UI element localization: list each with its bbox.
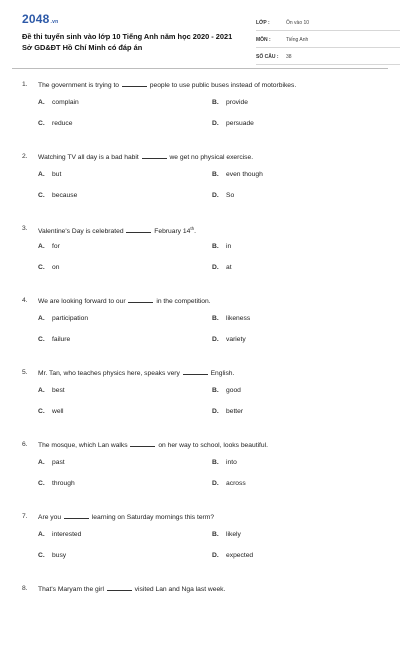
option-text: persuade — [226, 120, 254, 127]
stem-superscript: th — [190, 226, 195, 231]
option-text: better — [226, 408, 244, 415]
question-number: 4. — [22, 297, 28, 304]
option-letter: D. — [212, 480, 219, 487]
option-letter: C. — [38, 192, 45, 199]
answer-blank — [126, 225, 151, 233]
question-item — [22, 583, 378, 655]
option-letter: B. — [212, 387, 219, 394]
answer-option[interactable] — [38, 385, 212, 397]
answer-options — [38, 457, 378, 490]
question-stem — [22, 79, 378, 91]
question-item — [22, 511, 378, 583]
option-letter: A. — [38, 531, 45, 538]
answer-option[interactable] — [212, 406, 372, 418]
option-text: variety — [226, 336, 246, 343]
question-stem — [22, 223, 378, 235]
stem-after: visited Lan and Nga last week. — [134, 586, 226, 593]
option-text: interested — [52, 531, 82, 538]
option-text: through — [52, 480, 75, 487]
stem-before: Mr. Tan, who teaches physics here, speaks very — [38, 370, 180, 377]
option-text: on — [52, 264, 60, 271]
option-letter: C. — [38, 552, 45, 559]
site-logo[interactable] — [22, 12, 58, 26]
stem-after: people to use public buses instead of motorbikes. — [149, 82, 297, 89]
answer-option[interactable] — [212, 478, 372, 490]
header-divider — [12, 68, 388, 69]
option-text: past — [52, 459, 65, 466]
option-text: best — [52, 387, 65, 394]
option-letter: B. — [212, 315, 219, 322]
option-letter: B. — [212, 459, 219, 466]
option-letter: D. — [212, 408, 219, 415]
answer-blank — [107, 583, 132, 591]
option-letter: B. — [212, 243, 219, 250]
question-number: 8. — [22, 585, 28, 592]
answer-option[interactable] — [38, 457, 212, 469]
answer-blank — [142, 151, 167, 159]
question-number: 1. — [22, 81, 28, 88]
answer-options — [38, 529, 378, 562]
stem-before: The mosque, which Lan walks — [38, 442, 128, 449]
question-number: 2. — [22, 153, 28, 160]
question-item — [22, 439, 378, 511]
answer-option[interactable] — [212, 241, 372, 253]
answer-option[interactable] — [38, 478, 212, 490]
option-text: failure — [52, 336, 71, 343]
answer-option[interactable] — [38, 97, 212, 109]
answer-option[interactable] — [38, 262, 212, 274]
answer-options — [38, 241, 378, 274]
answer-option[interactable] — [212, 262, 372, 274]
answer-option[interactable] — [38, 118, 212, 130]
question-number: 7. — [22, 513, 28, 520]
answer-option[interactable] — [212, 385, 372, 397]
option-letter: B. — [212, 531, 219, 538]
option-text: but — [52, 171, 62, 178]
answer-option[interactable] — [212, 529, 372, 541]
answer-blank — [130, 439, 155, 447]
option-text: likely — [226, 531, 241, 538]
option-letter: D. — [212, 552, 219, 559]
option-text: even though — [226, 171, 263, 178]
question-item — [22, 367, 378, 439]
answer-option[interactable] — [38, 529, 212, 541]
question-stem — [22, 511, 378, 523]
stem-end: . — [194, 228, 196, 236]
question-text — [38, 439, 378, 451]
option-letter: B. — [212, 171, 219, 178]
meta-row — [256, 16, 400, 31]
option-text: in — [226, 243, 232, 250]
option-text: So — [226, 192, 235, 199]
meta-row — [256, 50, 400, 65]
meta-value: Ôn vào 10 — [286, 20, 310, 26]
meta-value: 38 — [286, 54, 292, 60]
answer-option[interactable] — [212, 169, 372, 181]
question-text — [38, 79, 378, 91]
question-text — [38, 151, 378, 163]
option-letter: D. — [212, 336, 219, 343]
answer-option[interactable] — [212, 118, 372, 130]
option-letter: B. — [212, 99, 219, 106]
question-number: 6. — [22, 441, 28, 448]
logo-suffix: .vn — [50, 19, 59, 25]
option-text: participation — [52, 315, 89, 322]
page-title: Đề thi tuyển sinh vào lớp 10 Tiếng Anh năm học 2020 - 2021 Sở GD&ĐT Hồ Chí Minh có đáp án — [22, 32, 233, 52]
option-text: provide — [226, 99, 248, 106]
stem-after: on her way to school, looks beautiful. — [158, 442, 268, 449]
stem-after: learning on Saturday mornings this term? — [91, 514, 215, 521]
stem-before: The government is trying to — [38, 82, 120, 89]
option-letter: C. — [38, 264, 45, 271]
answer-options — [38, 313, 378, 346]
answer-option[interactable] — [38, 169, 212, 181]
stem-before: That's Maryam the girl — [38, 586, 104, 593]
option-text: because — [52, 192, 78, 199]
stem-before: Are you — [38, 514, 62, 521]
option-text: likeness — [226, 315, 251, 322]
option-letter: A. — [38, 243, 45, 250]
answer-options — [38, 385, 378, 418]
question-text — [38, 367, 378, 379]
question-number: 5. — [22, 369, 28, 376]
answer-blank — [128, 295, 153, 303]
option-text: into — [226, 459, 237, 466]
option-text: at — [226, 264, 232, 271]
meta-row — [256, 33, 400, 48]
option-text: expected — [226, 552, 254, 559]
answer-options — [38, 169, 378, 202]
answer-option[interactable] — [212, 334, 372, 346]
meta-label: SỐ CÂU : — [256, 54, 279, 60]
option-text: good — [226, 387, 241, 394]
answer-option[interactable] — [212, 550, 372, 562]
answer-blank — [64, 511, 89, 519]
option-text: for — [52, 243, 60, 250]
question-item — [22, 223, 378, 295]
option-letter: A. — [38, 315, 45, 322]
option-text: complain — [52, 99, 79, 106]
meta-value: Tiếng Anh — [286, 37, 309, 43]
answer-option[interactable] — [38, 406, 212, 418]
answer-blank — [183, 367, 208, 375]
option-letter: C. — [38, 336, 45, 343]
question-item — [22, 151, 378, 223]
option-text: reduce — [52, 120, 73, 127]
option-letter: A. — [38, 459, 45, 466]
answer-blank — [122, 79, 147, 87]
option-letter: C. — [38, 480, 45, 487]
question-text — [38, 511, 378, 523]
question-stem — [22, 151, 378, 163]
stem-after: English. — [210, 370, 235, 377]
option-letter: D. — [212, 192, 219, 199]
question-stem — [22, 583, 378, 595]
stem-after: in the competition. — [156, 298, 211, 305]
answer-option[interactable] — [38, 550, 212, 562]
question-item — [22, 295, 378, 367]
stem-after: we get no physical exercise. — [169, 154, 254, 161]
question-stem — [22, 439, 378, 451]
question-number: 3. — [22, 225, 28, 232]
stem-before: Watching TV all day is a bad habit — [38, 154, 139, 161]
option-letter: A. — [38, 171, 45, 178]
answer-option[interactable] — [212, 313, 372, 325]
option-letter: D. — [212, 120, 219, 127]
stem-after: February 14 — [154, 228, 191, 236]
answer-option[interactable] — [38, 241, 212, 253]
answer-option[interactable] — [38, 334, 212, 346]
question-item — [22, 79, 378, 151]
answer-option[interactable] — [212, 190, 372, 202]
meta-label: LỚP : — [256, 20, 270, 26]
answer-options — [38, 97, 378, 130]
stem-before: We are looking forward to our — [38, 298, 126, 305]
option-letter: D. — [212, 264, 219, 271]
question-text — [38, 583, 378, 595]
answer-option[interactable] — [38, 190, 212, 202]
question-text — [38, 223, 378, 235]
option-text: across — [226, 480, 246, 487]
option-text: busy — [52, 552, 67, 559]
exam-meta — [256, 16, 400, 67]
page-header — [22, 12, 380, 62]
question-stem — [22, 367, 378, 379]
option-text: well — [52, 408, 64, 415]
option-letter: C. — [38, 408, 45, 415]
question-list — [22, 79, 378, 655]
question-text — [38, 295, 378, 307]
meta-label: MÔN : — [256, 37, 271, 43]
option-letter: C. — [38, 120, 45, 127]
answer-option[interactable] — [38, 313, 212, 325]
option-letter: A. — [38, 99, 45, 106]
logo-text: 2048 — [22, 12, 50, 26]
stem-before: Valentine's Day is celebrated — [38, 228, 124, 236]
answer-option[interactable] — [212, 457, 372, 469]
question-stem — [22, 295, 378, 307]
option-letter: A. — [38, 387, 45, 394]
answer-option[interactable] — [212, 97, 372, 109]
